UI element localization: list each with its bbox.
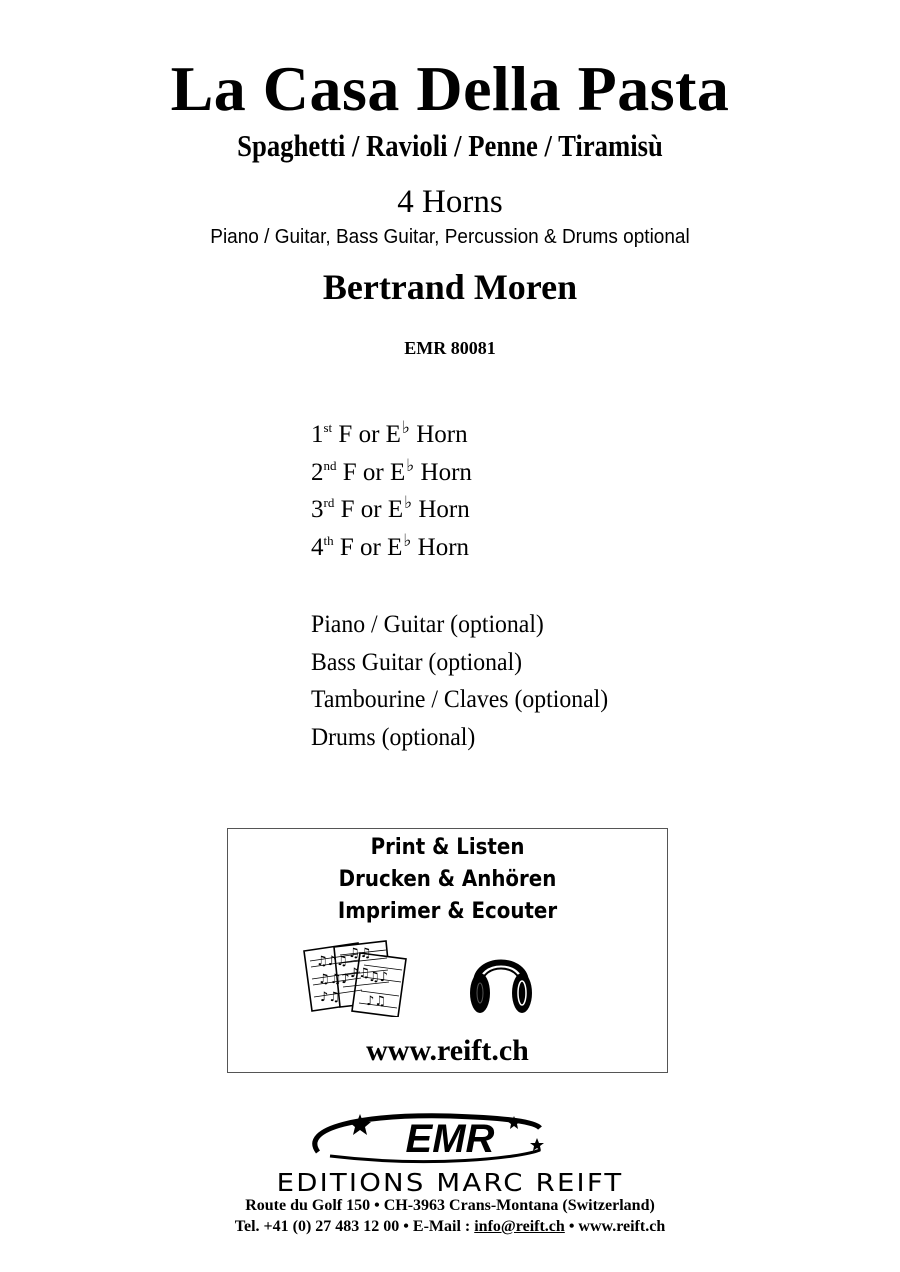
svg-text:♫♪♫: ♫♪♫ [316,954,348,969]
flat-icon: ♭ [401,418,410,437]
publisher-name: EDITIONS MARC REIFT [276,1168,624,1197]
promo-line-drucken: Drucken & Anhören [338,867,557,892]
flat-icon: ♭ [406,455,415,475]
catalog-number: EMR 80081 [404,338,496,358]
page-subtitle: Spaghetti / Ravioli / Penne / Tiramisù [237,128,663,163]
publisher-contact: Tel. +41 (0) 27 483 12 00 • E-Mail : info@reift.ch • www.reift.ch [234,1218,666,1235]
svg-text:♪♫: ♪♫ [350,966,370,981]
optional-part-item: Bass Guitar (optional) [311,648,523,676]
web-link[interactable]: • www.reift.ch [564,1218,666,1235]
parts-list [311,416,472,566]
part-item: 4th F or E♭ Horn [311,530,470,561]
part-item: 2nd F or E♭ Horn [311,455,472,486]
optional-part-item: Piano / Guitar (optional) [311,611,544,638]
promo-box [227,828,668,1073]
optional-part-item: Drums (optional) [311,723,476,751]
emr-logo-icon [0,1108,900,1168]
svg-text:♫♪: ♫♪ [368,970,388,985]
flat-icon: ♭ [403,530,412,550]
page-title: La Casa Della Pasta [170,53,730,124]
svg-text:♪♫: ♪♫ [320,990,340,1005]
optional-part-item: Tambourine / Claves (optional) [311,686,609,714]
email-link[interactable]: info@reift.ch [474,1218,565,1235]
headphones-icon [468,941,534,1017]
part-item: 1st F or E♭ Horn [311,418,468,448]
svg-text:♪♫: ♪♫ [366,994,386,1009]
part-item: 3rd F or E♭ Horn [311,493,470,524]
sheet-music-icon [300,937,412,1017]
flat-icon: ♭ [404,493,413,513]
optional-parts-list [311,606,624,756]
svg-text:♫♫: ♫♫ [348,946,372,961]
publisher-address: Route du Golf 150 • CH-3963 Crans-Montana (Switzerland) [245,1197,655,1214]
optional-instruments: Piano / Guitar, Bass Guitar, Percussion & Drums optional [210,226,690,248]
promo-line-imprimer: Imprimer & Ecouter [337,899,558,924]
composer-name: Bertrand Moren [322,267,578,307]
ensemble-label: 4 Horns [397,184,503,220]
emr-logo-text: EMR [405,1117,495,1161]
promo-line-print-listen: Print & Listen [370,835,525,860]
promo-url[interactable]: www.reift.ch [366,1034,529,1067]
svg-text:♫♫♪: ♫♫♪ [318,972,350,987]
